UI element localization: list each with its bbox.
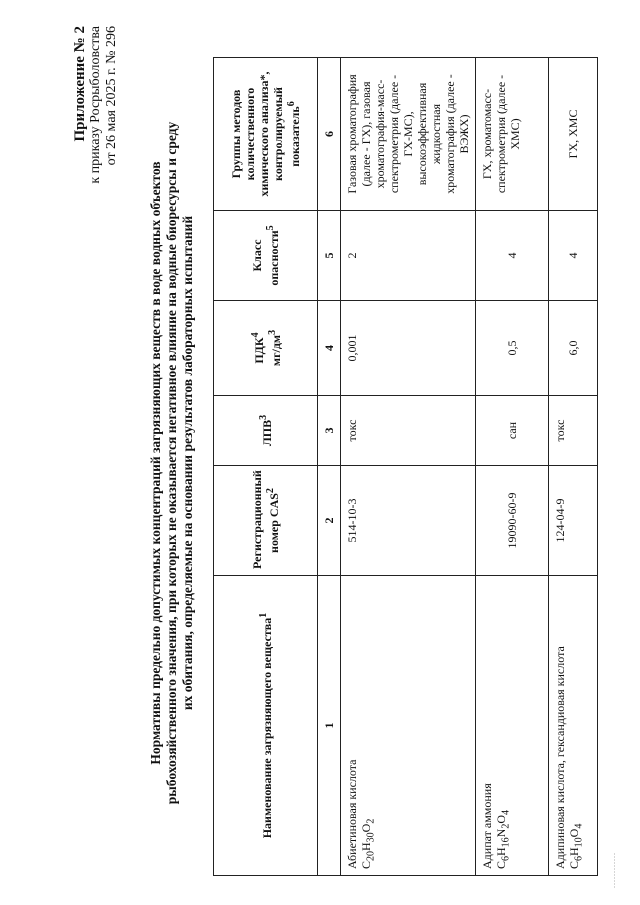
cas-number: 19090-60-9 bbox=[476, 466, 549, 576]
header-hazard: Класс опасности$^5$ bbox=[214, 211, 318, 301]
column-number-row bbox=[318, 58, 341, 876]
title-line: рыбохозяйственного значения, при которых не оказывается негативное влияние на водные биоресурсы и среду bbox=[164, 121, 179, 805]
header-cas: Регистрационный номер CAS$^2$ bbox=[214, 466, 318, 576]
hazard-class: 4 bbox=[476, 211, 549, 301]
rotated-content bbox=[20, 18, 620, 888]
cas-number: 514-10-3 bbox=[341, 466, 476, 576]
substance-name: Адипиновая кислота, гександиовая кислота $C_6H_{10}O_4$ bbox=[549, 576, 598, 876]
table-header-row bbox=[214, 58, 318, 876]
appendix-header bbox=[72, 26, 120, 184]
appendix-number: Приложение № 2 bbox=[72, 26, 88, 142]
column-number: 4 bbox=[318, 301, 341, 396]
table-row bbox=[549, 58, 598, 876]
pdk-value: 6,0 bbox=[549, 301, 598, 396]
header-lpv: ЛПВ$^3$ bbox=[214, 396, 318, 466]
pdk-value: 0,5 bbox=[476, 301, 549, 396]
header-name: Наименование загрязняющего вещества$^1$ bbox=[214, 576, 318, 876]
title-line: их обитания, определяемые на основании результатов лабораторных испытаний bbox=[180, 215, 195, 711]
header-pdk: ПДК$^4$ $мг/дм^3$ bbox=[214, 301, 318, 396]
table-row bbox=[476, 58, 549, 876]
lpv-value: сан bbox=[476, 396, 549, 466]
column-number: 2 bbox=[318, 466, 341, 576]
pdk-value: 0,001 bbox=[341, 301, 476, 396]
substance-name: Адипат аммония $C_6H_{16}N_2O_4$ bbox=[476, 576, 549, 876]
analysis-methods: ГХ, ХМС bbox=[549, 58, 598, 211]
column-number: 1 bbox=[318, 576, 341, 876]
substance-formula: $C_6H_{16}N_2O_4$ bbox=[494, 809, 512, 869]
document-title bbox=[148, 118, 196, 808]
hazard-class: 4 bbox=[549, 211, 598, 301]
substance-formula: $C_{20}H_{30}O_2$ bbox=[359, 818, 377, 869]
pdk-table bbox=[213, 57, 598, 876]
lpv-value: токс bbox=[341, 396, 476, 466]
hazard-class: 2 bbox=[341, 211, 476, 301]
title-line: Нормативы предельно допустимых концентраций загрязняющих веществ в воде водных объектов bbox=[148, 161, 163, 765]
table-row bbox=[341, 58, 476, 876]
substance-formula: $C_6H_{10}O_4$ bbox=[567, 823, 585, 869]
column-number: 5 bbox=[318, 211, 341, 301]
page-footer-dots: ............ bbox=[608, 852, 617, 888]
header-methods: Группы методов количественного химического анализа*, контролируемый показатель$^6$ bbox=[214, 58, 318, 211]
analysis-methods: ГХ, хроматомасс-спектрометрия (далее - ХМС) bbox=[476, 58, 549, 211]
cas-number: 124-04-9 bbox=[549, 466, 598, 576]
appendix-date: от 26 мая 2025 г. № 296 bbox=[104, 26, 119, 166]
column-number: 3 bbox=[318, 396, 341, 466]
appendix-order: к приказу Росрыболовства bbox=[88, 26, 103, 184]
lpv-value: токс bbox=[549, 396, 598, 466]
column-number: 6 bbox=[318, 58, 341, 211]
analysis-methods: Газовая хроматография (далее - ГХ), газовая хроматография-масс-спектрометрия (далее - ГХ-МС), высокоэффективная жидкостная хроматография (далее - ВЭЖХ) bbox=[341, 58, 476, 211]
substance-name: Абиетиновая кислота $C_{20}H_{30}O_2$ bbox=[341, 576, 476, 876]
